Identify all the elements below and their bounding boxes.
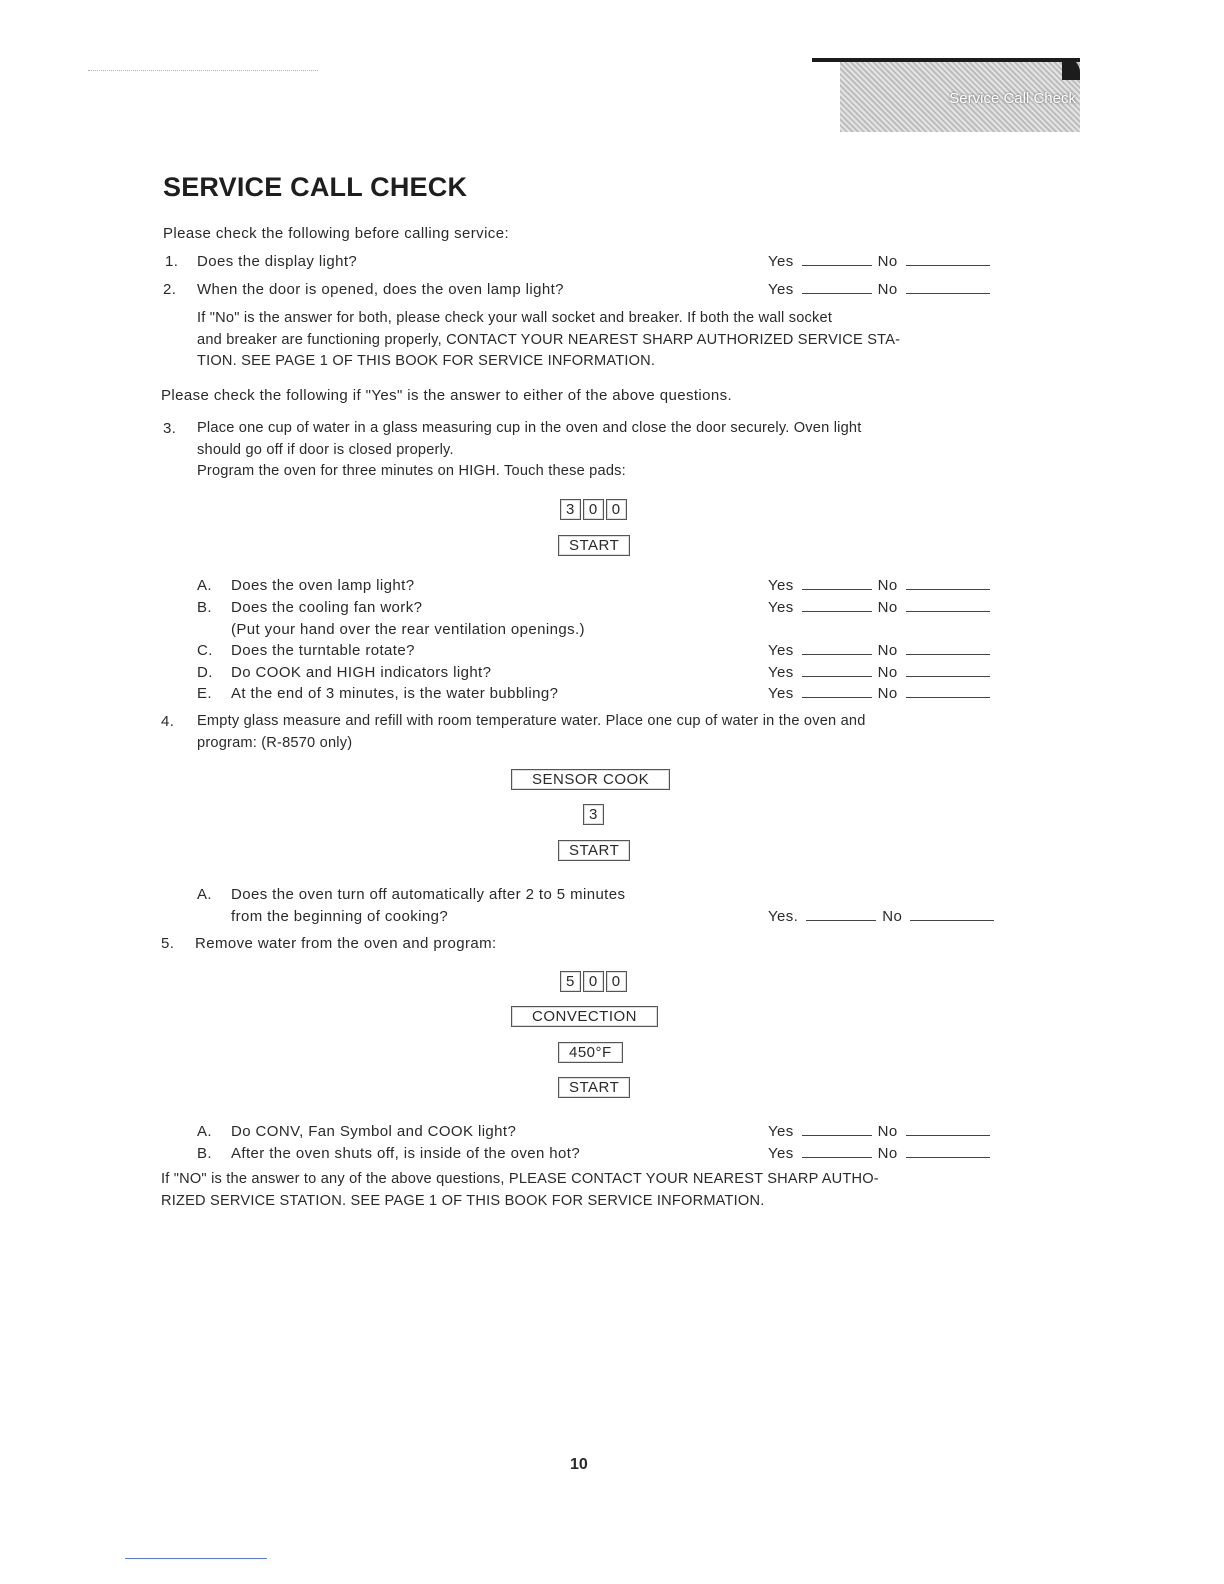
yes-blank (802, 292, 872, 294)
yes-label: Yes (768, 281, 794, 298)
no-blank (906, 675, 990, 677)
footer-rule (125, 1558, 267, 1559)
step3-paragraph (197, 418, 1007, 483)
section-tab-label: Service Call Check (949, 90, 1076, 107)
step3-item-letter: A. (197, 577, 212, 594)
no-blank (910, 919, 994, 921)
no-label: No (877, 642, 898, 659)
no-label: No (882, 908, 903, 925)
step3-item-text: Does the oven lamp light? (231, 577, 415, 594)
temperature-pad: 450°F (558, 1042, 623, 1063)
intro-text: Please check the following before calling service: (163, 225, 510, 242)
yes-blank (802, 264, 872, 266)
step3c-yes-no (768, 642, 990, 660)
closing-line: RIZED SERVICE STATION. SEE PAGE 1 OF THIS BOOK FOR SERVICE INFORMATION. (161, 1192, 765, 1209)
step3-line: Program the oven for three minutes on HIGH. Touch these pads: (197, 463, 626, 479)
step3-item-text: Does the cooling fan work? (231, 599, 423, 616)
start-pad: START (558, 1077, 630, 1098)
no-label: No (877, 1123, 898, 1140)
yes-label: Yes (768, 685, 794, 702)
q1-number: 1. (165, 253, 179, 270)
yes-blank (802, 1134, 872, 1136)
yes-label: Yes. (768, 908, 799, 925)
step3-item-text: At the end of 3 minutes, is the water bubbling? (231, 685, 559, 702)
yes-blank (802, 675, 872, 677)
q2-number: 2. (163, 281, 177, 298)
keypad-0: 0 (583, 971, 604, 992)
q1-text: Does the display light? (197, 253, 358, 270)
q2-text: When the door is opened, does the oven lamp light? (197, 281, 564, 298)
closing-line: If "NO" is the answer to any of the above questions, PLEASE CONTACT YOUR NEAREST SHARP AUTHO- (161, 1171, 879, 1187)
step5-item-letter: A. (197, 1123, 212, 1140)
yes-label: Yes (768, 253, 794, 270)
step3e-yes-no (768, 685, 990, 703)
no-blank (906, 696, 990, 698)
no-label: No (877, 577, 898, 594)
no-label: No (877, 281, 898, 298)
step3-line: should go off if door is closed properly. (197, 441, 454, 458)
step3-start-group (558, 535, 632, 556)
keypad-0: 0 (583, 499, 604, 520)
no-label: No (877, 664, 898, 681)
step3-item-text: Do COOK and HIGH indicators light? (231, 664, 492, 681)
yes-blank (802, 1156, 872, 1158)
convection-pad: CONVECTION (511, 1006, 658, 1027)
no-blank (906, 264, 990, 266)
yes-label: Yes (768, 1123, 794, 1140)
note-line: TION. SEE PAGE 1 OF THIS BOOK FOR SERVICE INFORMATION. (197, 353, 656, 369)
q1-yes-no (768, 253, 990, 271)
step4-paragraph (197, 711, 1007, 754)
yes-blank (806, 919, 876, 921)
step4-item-text: Does the oven turn off automatically after 2 to 5 minutes (231, 886, 626, 903)
section-tab (840, 62, 1080, 132)
step5b-yes-no (768, 1145, 990, 1163)
step3-pad-group (560, 499, 629, 520)
yes-label: Yes (768, 577, 794, 594)
no-blank (906, 610, 990, 612)
no-blank (906, 588, 990, 590)
step4-line: program: (R-8570 only) (197, 734, 353, 751)
note-both-paragraph (197, 308, 1007, 373)
step3-item-text: Does the turntable rotate? (231, 642, 415, 659)
yes-blank (802, 588, 872, 590)
no-blank (906, 292, 990, 294)
step4-item-text: from the beginning of cooking? (231, 908, 449, 925)
yes-blank (802, 696, 872, 698)
step3d-yes-no (768, 664, 990, 682)
step5-item-letter: B. (197, 1145, 212, 1162)
step5a-yes-no (768, 1123, 990, 1141)
page-number: 10 (570, 1456, 588, 1473)
yes-label: Yes (768, 1145, 794, 1162)
step4-line: Empty glass measure and refill with room temperature water. Place one cup of water in the oven and (197, 713, 866, 729)
step4a-yes-no (768, 908, 994, 926)
note-line: and breaker are functioning properly, CONTACT YOUR NEAREST SHARP AUTHORIZED SERVICE STA- (197, 331, 901, 348)
no-label: No (877, 1145, 898, 1162)
step5-item-text: Do CONV, Fan Symbol and COOK light? (231, 1123, 517, 1140)
step3-item-letter: E. (197, 685, 212, 702)
step3-item-letter: D. (197, 664, 213, 681)
yes-blank (802, 610, 872, 612)
note-line: If "No" is the answer for both, please check your wall socket and breaker. If both the wall socket (197, 310, 833, 326)
keypad-0: 0 (606, 971, 627, 992)
yes-blank (802, 653, 872, 655)
q2-yes-no (768, 281, 990, 299)
keypad-0: 0 (606, 499, 627, 520)
step3-item-letter: C. (197, 642, 213, 659)
start-pad: START (558, 840, 630, 861)
step4-sensor-group (511, 769, 672, 790)
no-blank (906, 653, 990, 655)
sensor-cook-pad: SENSOR COOK (511, 769, 670, 790)
step3-number: 3. (163, 420, 177, 437)
scan-artifact-line (88, 70, 318, 71)
step4-number: 4. (161, 713, 175, 730)
keypad-3: 3 (583, 804, 604, 825)
step4-pad-group (583, 804, 606, 825)
step3b-yes-no (768, 599, 990, 617)
step3-line: Place one cup of water in a glass measuring cup in the oven and close the door securely. Oven light (197, 420, 862, 436)
yes-label: Yes (768, 642, 794, 659)
step4-start-group (558, 840, 632, 861)
step5-pad-group (560, 971, 629, 992)
no-label: No (877, 253, 898, 270)
step5-temp-group (558, 1042, 625, 1063)
page-title: SERVICE CALL CHECK (163, 172, 468, 202)
step5-item-text: After the oven shuts off, is inside of the oven hot? (231, 1145, 581, 1162)
start-pad: START (558, 535, 630, 556)
step3a-yes-no (768, 577, 990, 595)
step4-item-letter: A. (197, 886, 212, 903)
step5-start-group (558, 1077, 632, 1098)
step5-convection-group (511, 1006, 660, 1027)
no-blank (906, 1156, 990, 1158)
step3-item-note: (Put your hand over the rear ventilation openings.) (231, 621, 585, 638)
check-if-yes-text: Please check the following if "Yes" is the answer to either of the above questions. (161, 387, 733, 404)
step5-text: Remove water from the oven and program: (195, 935, 497, 952)
closing-paragraph (161, 1169, 1011, 1212)
keypad-3: 3 (560, 499, 581, 520)
step3-item-letter: B. (197, 599, 212, 616)
keypad-5: 5 (560, 971, 581, 992)
no-label: No (877, 599, 898, 616)
yes-label: Yes (768, 664, 794, 681)
no-blank (906, 1134, 990, 1136)
yes-label: Yes (768, 599, 794, 616)
step5-number: 5. (161, 935, 175, 952)
no-label: No (877, 685, 898, 702)
